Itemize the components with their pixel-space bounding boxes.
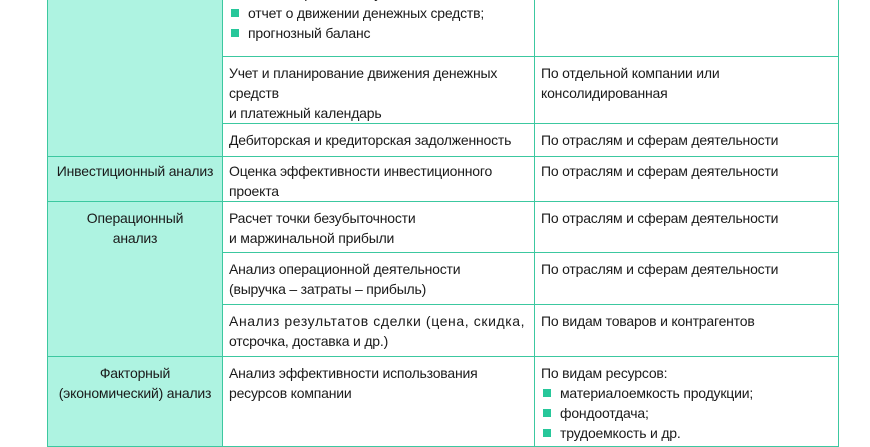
description-cell: Расчет точки безубыточности и маржинальной прибыли bbox=[223, 202, 535, 253]
description-cell: Дебиторская и кредиторская задолженность bbox=[223, 124, 535, 157]
category-cell: Операционный анализ bbox=[48, 202, 223, 357]
square-bullet-icon bbox=[231, 29, 239, 37]
level-cell: По отраслям и сферам деятельности bbox=[535, 157, 839, 202]
list-item: фондоотдача; bbox=[541, 403, 832, 423]
level-cell: По отдельной компании или консолидированная bbox=[535, 57, 839, 124]
description-cell: Учет и планирование движения денежных средств и платежный календарь bbox=[223, 57, 535, 124]
bullet-list bbox=[541, 383, 832, 443]
description-cell: Анализ операционной деятельности (выручка – затраты – прибыль) bbox=[223, 253, 535, 305]
description-cell: Анализ результатов сделки (цена, скидка, отсрочка, доставка и др.) bbox=[223, 305, 535, 357]
category-cell: Инвестиционный анализ bbox=[48, 157, 223, 202]
category-cell: Факторный (экономический) анализ bbox=[48, 357, 223, 447]
level-cell: По отраслям и сферам деятельности bbox=[535, 253, 839, 305]
square-bullet-icon bbox=[543, 429, 551, 437]
square-bullet-icon bbox=[543, 389, 551, 397]
list-item: отчет о движении денежных средств; bbox=[229, 3, 528, 23]
category-cell-continued bbox=[48, 0, 223, 157]
table-row bbox=[48, 202, 839, 253]
description-cell: Анализ эффективности использования ресурсов компании bbox=[223, 357, 535, 447]
bullet-list bbox=[229, 0, 528, 43]
analysis-table bbox=[47, 0, 839, 447]
level-cell: По видам ресурсов: материалоемкость продукции; фондоотдача; трудоемкость и др. bbox=[535, 357, 839, 447]
square-bullet-icon bbox=[231, 9, 239, 17]
level-cell bbox=[535, 0, 839, 57]
table-row bbox=[48, 157, 839, 202]
table-row bbox=[48, 357, 839, 447]
table-row bbox=[48, 0, 839, 57]
description-cell: Оценка эффективности инвестиционного проекта bbox=[223, 157, 535, 202]
list-item: прогнозный баланс bbox=[229, 23, 528, 43]
level-cell: По отраслям и сферам деятельности bbox=[535, 124, 839, 157]
list-item: трудоемкость и др. bbox=[541, 423, 832, 443]
level-cell: По отраслям и сферам деятельности bbox=[535, 202, 839, 253]
level-cell: По видам товаров и контрагентов bbox=[535, 305, 839, 357]
list-item: материалоемкость продукции; bbox=[541, 383, 832, 403]
description-cell bbox=[223, 0, 535, 57]
square-bullet-icon bbox=[543, 409, 551, 417]
